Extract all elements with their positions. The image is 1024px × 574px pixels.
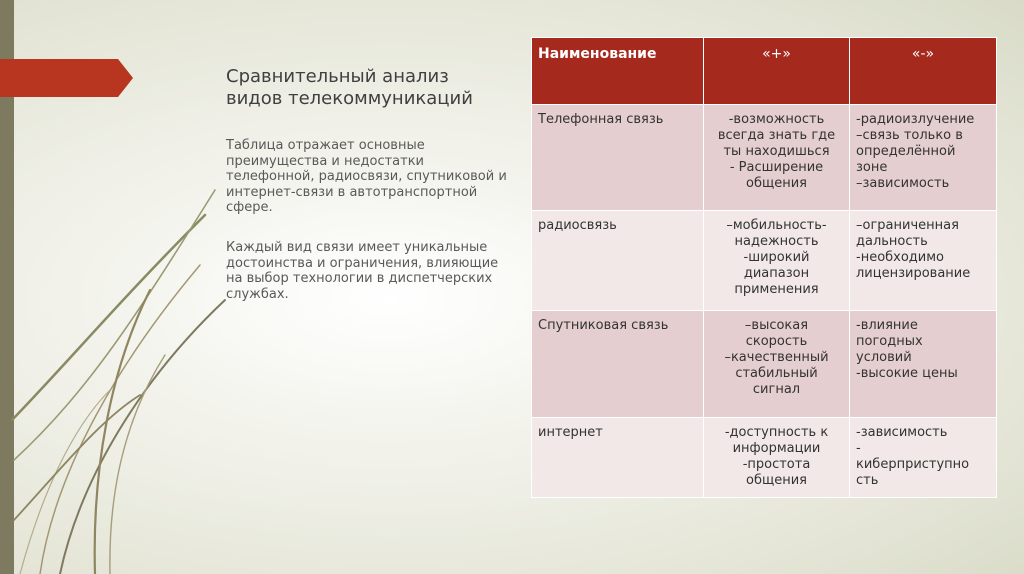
table-row (532, 311, 997, 418)
table-row (532, 418, 997, 498)
slide-title (226, 66, 516, 110)
plus-line: общения (746, 473, 807, 488)
minus-line: -влияние (856, 318, 918, 333)
plus-line: информации (732, 441, 821, 456)
minus-line: условий (856, 350, 912, 365)
minus-line: - (856, 441, 861, 456)
minus-line: -необходимо (856, 250, 945, 265)
plus-line: сигнал (752, 382, 801, 397)
table-row (532, 105, 997, 211)
minus-line: –ограниченная (856, 218, 959, 233)
row-plus-cell (704, 211, 850, 311)
row-plus-cell (704, 105, 850, 211)
plus-line: -простота (742, 457, 811, 472)
table-row (532, 211, 997, 311)
row-name-cell: Спутниковая связь (532, 311, 704, 418)
plus-line: -доступность к (724, 425, 829, 440)
row-name-cell: радиосвязь (532, 211, 704, 311)
plus-line: скорость (745, 334, 808, 349)
minus-line: дальность (856, 234, 928, 249)
plus-line: стабильный (735, 366, 818, 381)
slide-title-line-1: Сравнительный анализ (226, 66, 449, 87)
row-name-cell: Телефонная связь (532, 105, 704, 211)
header-plus: «+» (704, 38, 850, 105)
plus-line: -возможность (728, 112, 825, 127)
plus-line: –мобильность- (726, 218, 827, 233)
minus-line: –связь только в (856, 128, 963, 143)
plus-line: применения (734, 282, 819, 297)
minus-line: -радиоизлучение (856, 112, 975, 127)
minus-line: –зависимость (856, 176, 950, 191)
minus-line: киберприступно (856, 457, 970, 472)
title-ribbon-shape (0, 59, 133, 97)
plus-line: –высокая (744, 318, 809, 333)
slide-description: Таблица отражает основные преимущества и недостатки телефонной, радиосвязи, спутниковой и интернет-связи в автотранспортной сфере. (226, 138, 507, 215)
minus-line: лицензирование (856, 266, 971, 281)
minus-line: сть (856, 473, 879, 488)
row-minus-cell (850, 418, 997, 498)
plus-line: - Расширение (729, 160, 824, 175)
slide-title-line-2: видов телекоммуникаций (226, 88, 473, 109)
plus-line: диапазон (743, 266, 810, 281)
minus-line: -зависимость (856, 425, 948, 440)
row-minus-cell (850, 105, 997, 211)
comparison-table (531, 37, 997, 498)
row-plus-cell (704, 311, 850, 418)
slide-description-2: Каждый вид связи имеет уникальные достоинства и ограничения, влияющие на выбор технологии в диспетчерских службах. (226, 240, 499, 302)
minus-line: определённой (856, 144, 956, 159)
minus-line: погодных (856, 334, 923, 349)
header-name: Наименование (532, 38, 704, 105)
plus-line: -широкий (743, 250, 810, 265)
row-minus-cell (850, 211, 997, 311)
table-header-row (532, 38, 997, 105)
minus-line: зоне (856, 160, 888, 175)
minus-line: -высокие цены (856, 366, 958, 381)
row-plus-cell (704, 418, 850, 498)
plus-line: ты находишься (723, 144, 830, 159)
plus-line: надежность (734, 234, 819, 249)
plus-line: общения (746, 176, 807, 191)
plus-line: –качественный (724, 350, 829, 365)
plus-line: всегда знать где (717, 128, 836, 143)
row-name-cell: интернет (532, 418, 704, 498)
row-minus-cell (850, 311, 997, 418)
header-minus: «-» (850, 38, 997, 105)
